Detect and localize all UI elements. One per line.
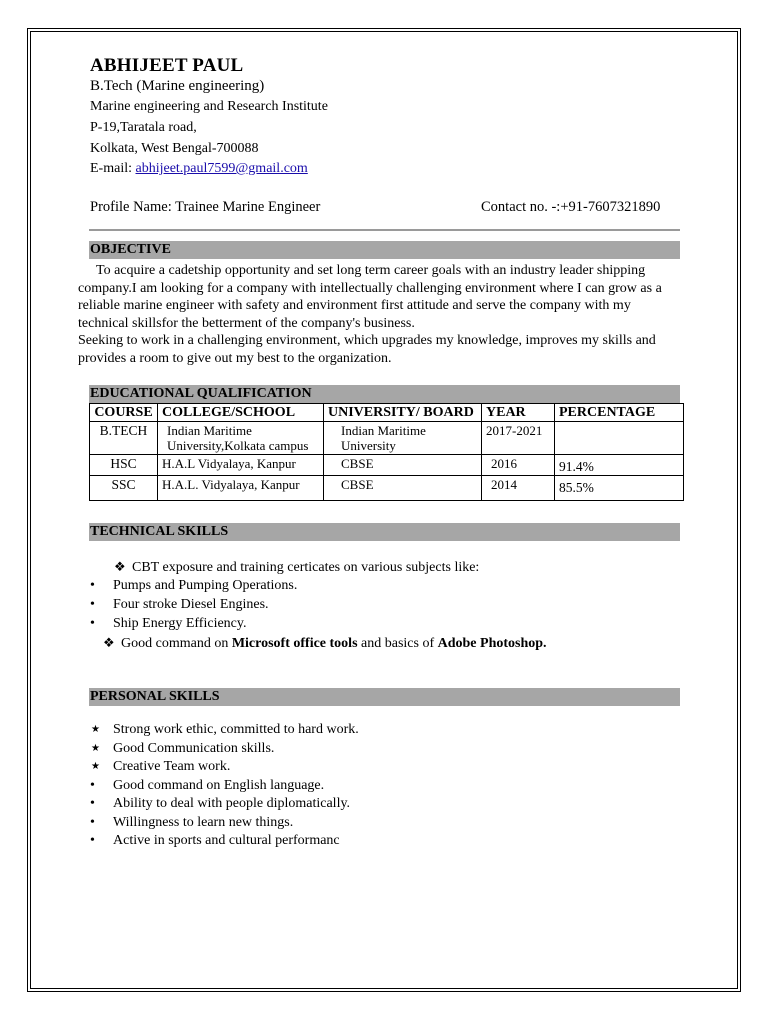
year-cell: 2017-2021 [482, 422, 555, 455]
table-row [90, 422, 684, 455]
list-item: • Active in sports and cultural performanc [90, 832, 359, 851]
table-row [90, 476, 684, 501]
course-cell: SSC [90, 476, 158, 501]
header-college: COLLEGE/SCHOOL [158, 404, 324, 422]
list-item: • Four stroke Diesel Engines. [90, 595, 297, 614]
tools-prefix: Good command on [121, 636, 232, 651]
institute: Marine engineering and Research Institute [90, 99, 328, 114]
header-divider [89, 229, 680, 231]
percentage-cell [555, 422, 684, 455]
header-course: COURSE [90, 404, 158, 422]
technical-intro-text: CBT exposure and training certicates on various subjects like: [132, 560, 480, 575]
university-cell: CBSE [324, 455, 482, 476]
tools-microsoft: Microsoft office tools [231, 636, 358, 651]
personal-heading: PERSONAL SKILLS [89, 688, 680, 706]
year-cell: 2014 [482, 476, 555, 501]
list-item: • Willingness to learn new things. [90, 814, 359, 833]
email-link[interactable]: abhijeet.paul7599@gmail.com [135, 161, 308, 176]
percentage-cell: 91.4% [555, 455, 684, 476]
contact-number: Contact no. -:+91-7607321890 [481, 199, 661, 215]
technical-tools [103, 633, 547, 653]
address-line-2: Kolkata, West Bengal-700088 [90, 141, 259, 156]
objective-heading: OBJECTIVE [89, 241, 680, 259]
header-university: UNIVERSITY/ BOARD [324, 404, 482, 422]
list-item: • Ability to deal with people diplomatically. [90, 795, 359, 814]
objective-paragraph-2: Seeking to work in a challenging environment, which upgrades my knowledge, improves my skills and provides a room to give out my best to the organization. [78, 333, 656, 366]
college-cell: Indian Maritime University,Kolkata campus [158, 422, 324, 455]
college-cell: H.A.L Vidyalaya, Kanpur [158, 455, 324, 476]
email-label: E-mail: [90, 161, 136, 176]
college-cell: H.A.L. Vidyalaya, Kanpur [158, 476, 324, 501]
list-item: ★ Good Communication skills. [90, 740, 359, 759]
technical-intro [114, 557, 479, 577]
profile-name: Profile Name: Trainee Marine Engineer [90, 199, 321, 215]
education-heading: EDUCATIONAL QUALIFICATION [89, 385, 680, 403]
tools-middle: and basics of [357, 636, 438, 651]
list-item: • Pumps and Pumping Operations. [90, 576, 297, 595]
technical-heading: TECHNICAL SKILLS [89, 523, 680, 541]
header-year: YEAR [482, 404, 555, 422]
diamond-bullet-icon: ❖ [103, 635, 115, 650]
list-item: • Ship Energy Efficiency. [90, 614, 297, 633]
university-cell: Indian Maritime University [324, 422, 482, 455]
course-cell: B.TECH [90, 422, 158, 455]
address-line-1: P-19,Taratala road, [90, 120, 197, 135]
list-item: ★ Strong work ethic, committed to hard work. [90, 721, 359, 740]
university-cell: CBSE [324, 476, 482, 501]
objective-paragraph-1: To acquire a cadetship opportunity and set long term career goals with an industry leader shipping company.I am looking for a company with intellectually challenging environment where I can grow as a reliable marine engineer with safety and environment first attitude and serve the company with my technical skillsfor the betterment of the company's business. [78, 263, 662, 331]
header-percentage: PERCENTAGE [555, 404, 684, 422]
objective-body [78, 262, 684, 368]
education-table [89, 403, 684, 501]
personal-list [90, 721, 359, 851]
tools-photoshop: Adobe Photoshop. [437, 636, 547, 651]
diamond-bullet-icon: ❖ [114, 559, 126, 574]
candidate-name: ABHIJEET PAUL [90, 55, 244, 76]
degree: B.Tech (Marine engineering) [90, 78, 265, 94]
email-line [90, 162, 308, 176]
list-item: ★ Creative Team work. [90, 758, 359, 777]
list-item: • Good command on English language. [90, 777, 359, 796]
technical-list [90, 576, 297, 633]
course-cell: HSC [90, 455, 158, 476]
table-header-row [90, 404, 684, 422]
year-cell: 2016 [482, 455, 555, 476]
table-row [90, 455, 684, 476]
percentage-cell: 85.5% [555, 476, 684, 501]
